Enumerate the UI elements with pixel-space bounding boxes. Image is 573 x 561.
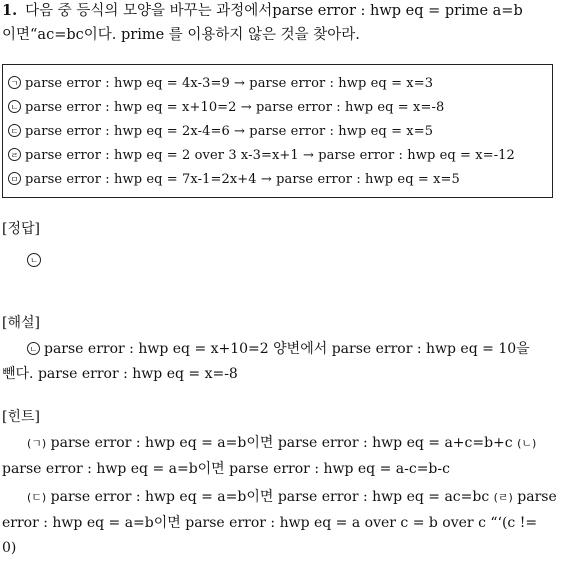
answer-value — [27, 247, 45, 273]
explanation-label: [해설] — [2, 315, 40, 331]
choice-text: parse error : hwp eq = 4x-3=9 → parse error : hwp eq = x=3 — [25, 76, 434, 91]
choice-2[interactable] — [8, 98, 444, 118]
explanation-line-1 — [2, 336, 573, 362]
hint-text-5: 0) — [2, 540, 17, 556]
question-line-2 — [2, 22, 360, 48]
hint-text-3: parse error : hwp eq = a=b이면 parse error : hwp eq = ac=bc — [50, 489, 490, 505]
choices-box — [2, 64, 553, 198]
choice-text: parse error : hwp eq = 7x-1=2x+4 → parse error : hwp eq = x=5 — [25, 172, 460, 187]
hint-marker-1: (ㄱ) — [27, 437, 47, 450]
choice-marker: ㄷ — [8, 124, 21, 137]
hint-line-4 — [2, 510, 573, 536]
choice-3[interactable] — [8, 122, 433, 142]
question-number: 1. — [2, 2, 18, 19]
hint-line-5 — [2, 535, 573, 561]
hint-line-1 — [2, 430, 573, 457]
explanation-text-1: parse error : hwp eq = x+10=2 양변에서 parse error : hwp eq = 10을 — [44, 341, 530, 357]
question-text-1: 다음 중 등식의 모양을 바꾸는 과정에서parse error : hwp eq = prime a=b — [25, 3, 523, 19]
explanation-line-2 — [2, 361, 573, 387]
choice-marker: ㄴ — [8, 100, 21, 113]
hint-marker-2: (ㄴ) — [517, 437, 537, 450]
explanation-text-2: 뺀다. parse error : hwp eq = x=-8 — [2, 366, 238, 382]
hint-text-3-tail: parse — [517, 489, 557, 505]
explanation-marker: ㄴ — [27, 342, 40, 355]
hint-text-2: parse error : hwp eq = a=b이면 parse error : hwp eq = a-c=b-c — [2, 461, 450, 477]
choice-marker: ㄹ — [8, 148, 21, 161]
question-line-1 — [2, 0, 523, 24]
hint-line-3 — [2, 484, 573, 511]
hint-marker-4: (ㄹ) — [493, 491, 513, 504]
hint-text-4: error : hwp eq = a=b이면 parse error : hwp eq = a over c = b over c “‘(c != — [2, 515, 538, 531]
choice-5[interactable] — [8, 170, 460, 190]
choice-1[interactable] — [8, 74, 433, 94]
choice-4[interactable] — [8, 146, 515, 166]
choice-text: parse error : hwp eq = 2x-4=6 → parse error : hwp eq = x=5 — [25, 124, 434, 139]
answer-marker: ㄴ — [27, 253, 41, 267]
hint-label: [힌트] — [2, 409, 40, 425]
hint-marker-3: (ㄷ) — [27, 491, 47, 504]
choice-text: parse error : hwp eq = 2 over 3 x-3=x+1 → parse error : hwp eq = x=-12 — [25, 148, 515, 163]
question-text-2: 이면“ac=bc이다. prime 를 이용하지 않은 것을 찾아라. — [2, 27, 360, 43]
choice-marker: ㅁ — [8, 172, 21, 185]
hint-line-2 — [2, 456, 573, 482]
choice-marker: ㄱ — [8, 76, 21, 89]
answer-label: [정답] — [2, 221, 40, 237]
hint-text-1: parse error : hwp eq = a=b이면 parse error : hwp eq = a+c=b+c — [50, 435, 513, 451]
choice-text: parse error : hwp eq = x+10=2 → parse error : hwp eq = x=-8 — [25, 100, 445, 115]
